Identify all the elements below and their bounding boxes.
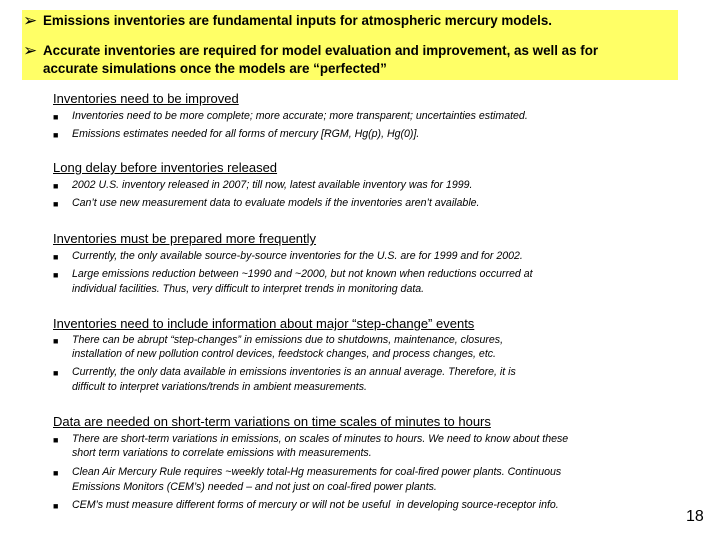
page-number: 18 [686, 508, 704, 525]
section-heading: Long delay before inventories released [53, 160, 278, 175]
square-bullet-icon: ■ [53, 199, 59, 209]
bullet-text: Emissions Monitors (CEM’s) needed – and not just on coal-fired power plants. [72, 481, 437, 493]
square-bullet-icon: ■ [53, 181, 59, 191]
square-bullet-icon: ■ [53, 468, 59, 478]
bullet-text: CEM’s must measure different forms of mercury or will not be useful in developing source-receptor info. [72, 499, 559, 511]
bullet-text: individual facilities. Thus, very difficult to interpret trends in monitoring data. [72, 283, 425, 295]
bullet-text: Emissions estimates needed for all forms of mercury [RGM, Hg(p), Hg(0)]. [72, 128, 420, 140]
square-bullet-icon: ■ [53, 112, 59, 122]
bullet-text: difficult to interpret variations/trends in ambient measurements. [72, 381, 367, 393]
banner-text-line: Accurate inventories are required for model evaluation and improvement, as well as for [43, 43, 599, 58]
summary-banner [22, 10, 678, 80]
square-bullet-icon: ■ [53, 368, 59, 378]
section-heading: Data are needed on short-term variations on time scales of minutes to hours [53, 414, 491, 429]
square-bullet-icon: ■ [53, 336, 59, 346]
square-bullet-icon: ■ [53, 501, 59, 511]
bullet-text: installation of new pollution control devices, feedstock changes, and process changes, etc. [72, 348, 497, 360]
section-heading: Inventories need to include information about major “step-change” events [53, 316, 475, 331]
banner-text-line: Emissions inventories are fundamental inputs for atmospheric mercury models. [43, 13, 552, 28]
arrow-bullet-icon: ➢ [23, 41, 38, 60]
bullet-text: 2002 U.S. inventory released in 2007; till now, latest available inventory was for 1999. [72, 179, 473, 191]
bullet-text: There are short-term variations in emissions, on scales of minutes to hours. We need to know about these [72, 433, 569, 445]
bullet-text: Can’t use new measurement data to evaluate models if the inventories aren’t available. [72, 197, 480, 209]
bullet-text: short term variations to correlate emissions with measurements. [72, 447, 372, 459]
square-bullet-icon: ■ [53, 252, 59, 262]
bullet-text: There can be abrupt “step-changes” in emissions due to shutdowns, maintenance, closures, [72, 334, 504, 346]
bullet-text: Inventories need to be more complete; more accurate; more transparent; uncertainties estimated. [72, 110, 528, 122]
arrow-bullet-icon: ➢ [23, 11, 38, 30]
banner-text-line: accurate simulations once the models are “perfected” [43, 61, 387, 76]
bullet-text: Currently, the only data available in emissions inventories is an annual average. Therefore, it is [72, 366, 516, 378]
square-bullet-icon: ■ [53, 130, 59, 140]
section-heading: Inventories need to be improved [53, 91, 239, 106]
square-bullet-icon: ■ [53, 435, 59, 445]
section-heading: Inventories must be prepared more frequently [53, 231, 317, 246]
bullet-text: Currently, the only available source-by-source inventories for the U.S. are for 1999 and for 2002. [72, 250, 523, 262]
bullet-text: Clean Air Mercury Rule requires ~weekly total-Hg measurements for coal-fired power plants. Continuous [72, 466, 562, 478]
square-bullet-icon: ■ [53, 270, 59, 280]
bullet-text: Large emissions reduction between ~1990 and ~2000, but not known when reductions occurred at [72, 268, 533, 280]
